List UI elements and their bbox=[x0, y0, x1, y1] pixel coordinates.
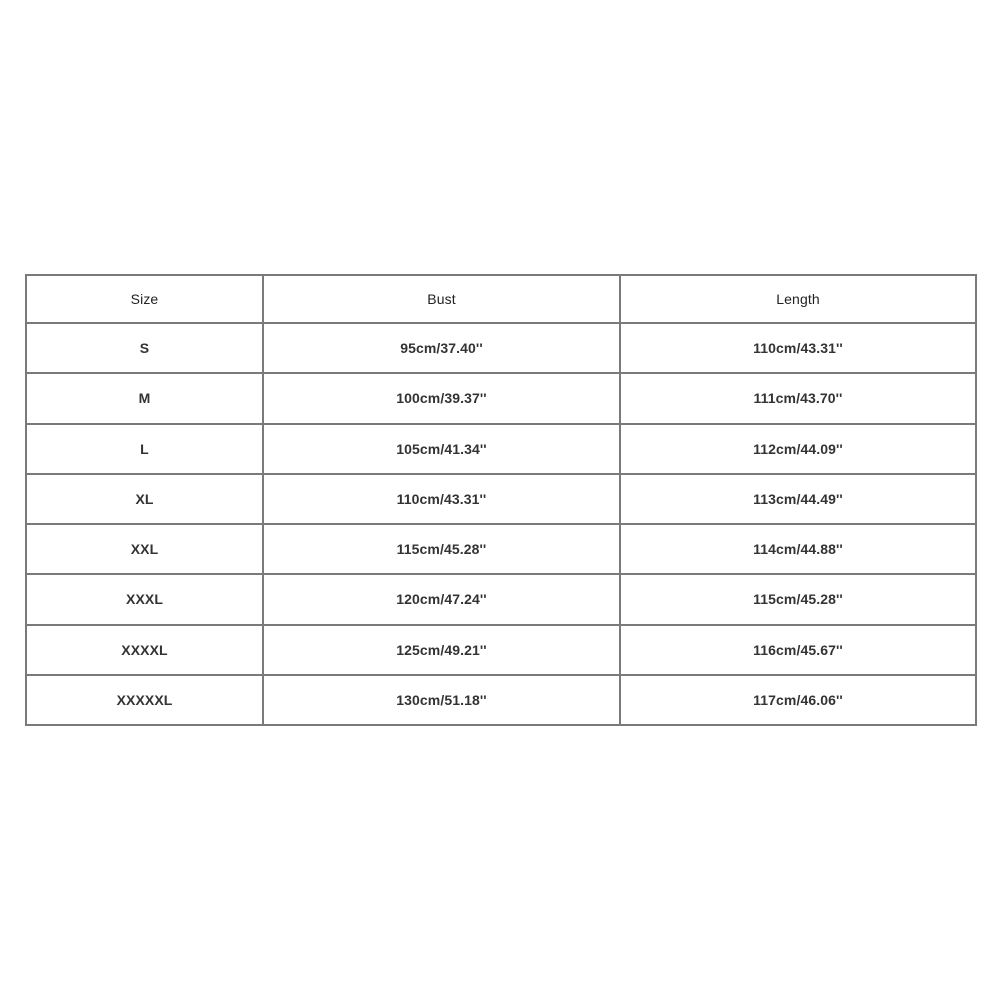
header-bust: Bust bbox=[263, 275, 620, 323]
size-cell: XL bbox=[26, 474, 263, 524]
size-chart-table bbox=[25, 274, 977, 726]
table-row bbox=[26, 373, 976, 423]
table-row bbox=[26, 625, 976, 675]
length-cell: 117cm/46.06'' bbox=[620, 675, 976, 725]
table-row bbox=[26, 675, 976, 725]
length-cell: 113cm/44.49'' bbox=[620, 474, 976, 524]
length-cell: 112cm/44.09'' bbox=[620, 424, 976, 474]
length-cell: 111cm/43.70'' bbox=[620, 373, 976, 423]
table-row bbox=[26, 424, 976, 474]
bust-cell: 115cm/45.28'' bbox=[263, 524, 620, 574]
size-cell: XXXXXL bbox=[26, 675, 263, 725]
bust-cell: 95cm/37.40'' bbox=[263, 323, 620, 373]
size-cell: M bbox=[26, 373, 263, 423]
bust-cell: 110cm/43.31'' bbox=[263, 474, 620, 524]
header-size: Size bbox=[26, 275, 263, 323]
size-cell: XXXL bbox=[26, 574, 263, 624]
bust-cell: 120cm/47.24'' bbox=[263, 574, 620, 624]
table-header-row bbox=[26, 275, 976, 323]
size-cell: XXXXL bbox=[26, 625, 263, 675]
bust-cell: 105cm/41.34'' bbox=[263, 424, 620, 474]
size-cell: S bbox=[26, 323, 263, 373]
bust-cell: 100cm/39.37'' bbox=[263, 373, 620, 423]
bust-cell: 130cm/51.18'' bbox=[263, 675, 620, 725]
length-cell: 114cm/44.88'' bbox=[620, 524, 976, 574]
table-row bbox=[26, 524, 976, 574]
header-length: Length bbox=[620, 275, 976, 323]
length-cell: 110cm/43.31'' bbox=[620, 323, 976, 373]
table-row bbox=[26, 574, 976, 624]
length-cell: 115cm/45.28'' bbox=[620, 574, 976, 624]
table-row bbox=[26, 323, 976, 373]
size-cell: XXL bbox=[26, 524, 263, 574]
bust-cell: 125cm/49.21'' bbox=[263, 625, 620, 675]
table-row bbox=[26, 474, 976, 524]
size-cell: L bbox=[26, 424, 263, 474]
length-cell: 116cm/45.67'' bbox=[620, 625, 976, 675]
